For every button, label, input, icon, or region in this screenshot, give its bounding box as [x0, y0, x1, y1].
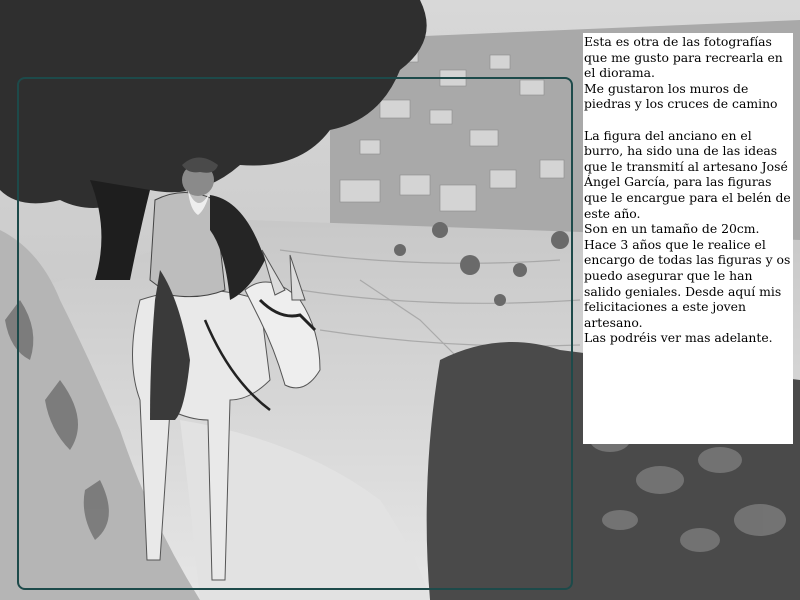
caption-paragraph-1: Esta es otra de las fotografías que me gusto para recrearla en el diorama.	[584, 34, 787, 81]
caption-paragraph-2: Me gustaron los muros de piedras y los cruces de camino	[584, 80, 778, 112]
caption-paragraph-3: La figura del anciano en el burro, ha sido una de las ideas que le transmití al artesano José Ángel García, para las figuras que le encargue para el belén de este año.	[584, 127, 795, 221]
caption-box	[583, 33, 793, 444]
caption-paragraph-6: Las podréis ver mas adelante.	[584, 330, 773, 346]
photo-frame	[17, 77, 573, 590]
caption-spacer	[584, 112, 793, 128]
caption-paragraph-4: Son en un tamaño de 20cm.	[584, 221, 760, 237]
caption-paragraph-5: Hace 3 años que le realice el encargo de todas las figuras y os puedo asegurar que le han salido geniales. Desde aquí mis felicitaciones a este joven artesano.	[584, 236, 795, 330]
